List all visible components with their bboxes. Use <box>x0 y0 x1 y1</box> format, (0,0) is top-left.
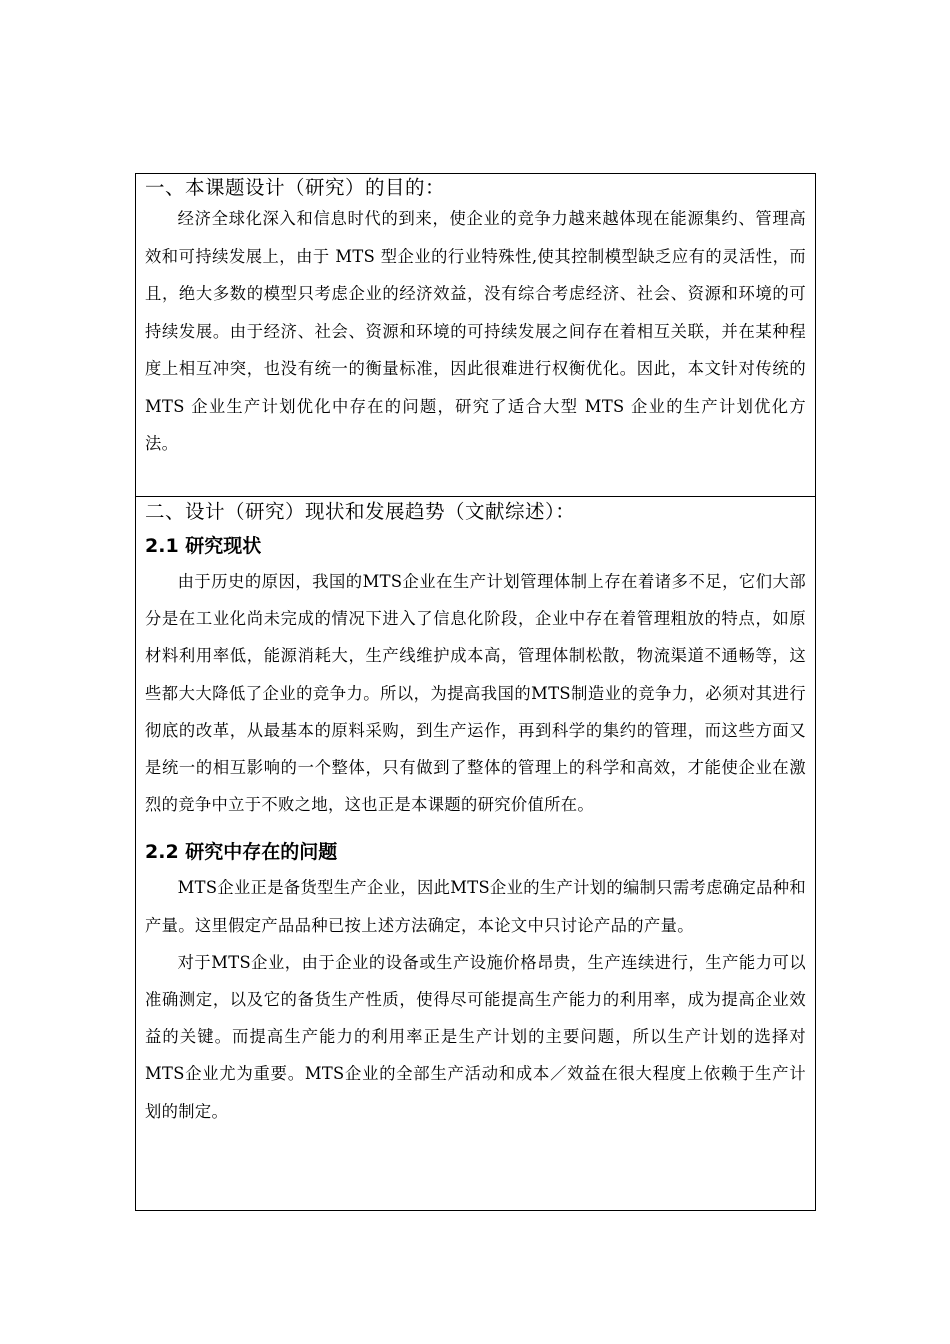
research-status-heading: 2.1 研究现状 <box>145 535 262 557</box>
research-problems-paragraph-1: MTS企业正是备货型生产企业，因此MTS企业的生产计划的编制只需考虑确定品种和产量。这里假定产品品种已按上述方法确定，本论文中只讨论产品的产量。 <box>145 878 806 935</box>
purpose-paragraph: 经济全球化深入和信息时代的到来，使企业的竞争力越来越体现在能源集约、管理高效和可持续发展上，由于 MTS 型企业的行业特殊性,使其控制模型缺乏应有的灵活性，而且，绝大多数的模型只考虑企业的经济效益，没有综合考虑经济、社会、资源和环境的可持续发展。由于经济、社会、资源和环境的可持续发展之间存在着相互关联，并在某种程度上相互冲突，也没有统一的衡量标准，因此很难进行权衡优化。因此，本文针对传统的 MTS 企业生产计划优化中存在的问题，研究了适合大型 MTS 企业的生产计划优化方法。 <box>145 209 806 453</box>
research-problems-heading: 2.2 研究中存在的问题 <box>145 841 338 864</box>
research-status-paragraph: 由于历史的原因，我国的MTS企业在生产计划管理体制上存在着诸多不足，它们大部分是在工业化尚未完成的情况下进入了信息化阶段，企业中存在着管理粗放的特点，如原材料利用率低，能源消耗大，生产线维护成本高，管理体制松散，物流渠道不通畅等，这些都大大降低了企业的竞争力。所以，为提高我国的MTS制造业的竞争力，必须对其进行彻底的改革，从最基本的原料采购，到生产运作，再到科学的集约的管理，而这些方面又是统一的相互影响的一个整体，只有做到了整体的管理上的科学和高效，才能使企业在激烈的竞争中立于不败之地，这也正是本课题的研究价值所在。 <box>145 572 806 815</box>
purpose-heading: 一、本课题设计（研究）的目的： <box>145 176 446 199</box>
proposal-form-table <box>135 173 816 1211</box>
research-problems-paragraph-2: 对于MTS企业，由于企业的设备或生产设施价格昂贵，生产连续进行，生产能力可以准确测定，以及它的备货生产性质，使得尽可能提高生产能力的利用率，成为提高企业效益的关键。而提高生产能力的利用率正是生产计划的主要问题，所以生产计划的选择对MTS企业尤为重要。MTS企业的全部生产活动和成本／效益在很大程度上依赖于生产计划的制定。 <box>145 952 806 1121</box>
purpose-section <box>136 174 815 497</box>
literature-review-heading: 二、设计（研究）现状和发展趋势（文献综述）： <box>145 500 576 523</box>
literature-review-section <box>136 497 815 1210</box>
section-spacer <box>145 823 806 835</box>
